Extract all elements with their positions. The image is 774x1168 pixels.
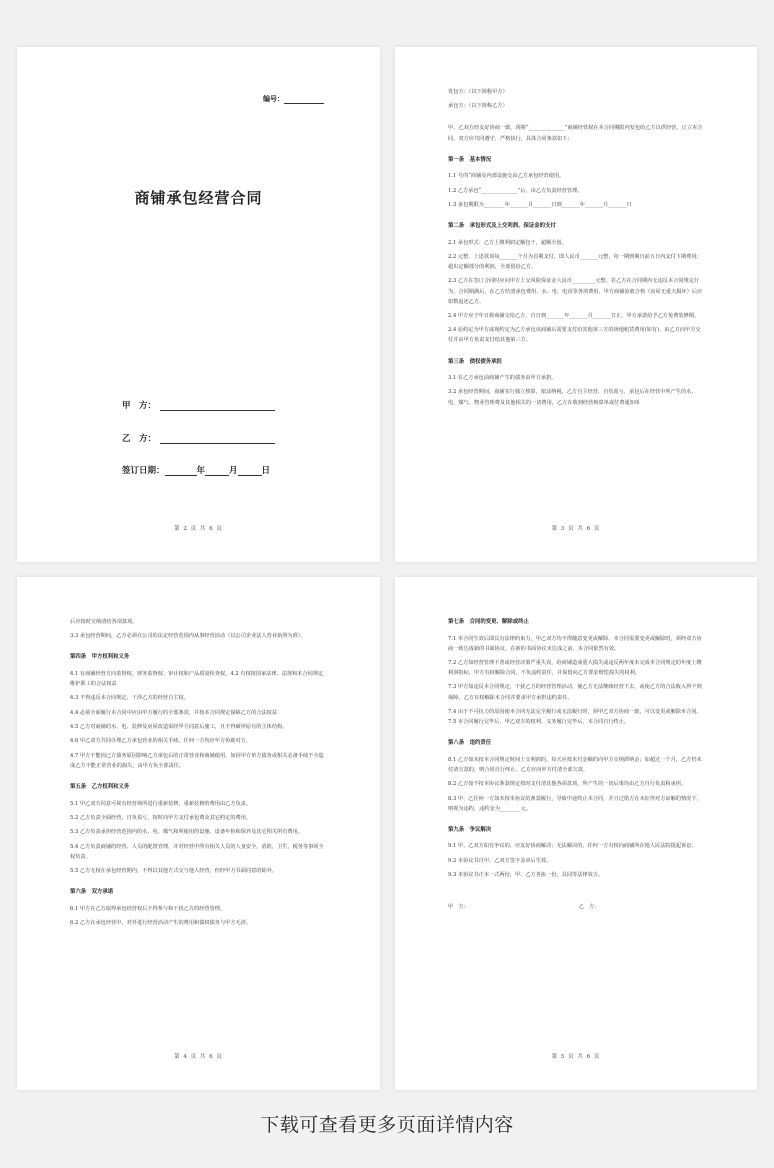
text-line: 承包方：（以下简称乙方） [448,103,508,110]
clause: 5.4 乙方负责商铺的经营、人员的配置管理，并对经营中所有相关人员的人身安全，消防，卫生，税务等事项全权负责。 [70,843,324,860]
section-heading: 第一条 基本情况 [448,156,492,163]
clause: 4.4 必须全面履行本合同中应由甲方履行的全部条款，并按本合同规定保障乙方的合法权益 [70,709,278,716]
clause: 2.4 原约定为甲方或现约定为乙方承包该商铺后需要支付给其他第三方的场地租赁费用(如有)，由乙方向甲方交付并由甲方负责支付给其他第三方。 [448,327,701,344]
page-content [448,617,705,912]
clause: 2.1 承包形式：乙方上缴利润定额包干，超额全留。 [448,239,567,246]
clause: 7.1 本合同生效后即具有法律约束力，甲乙双方均不得随意变更或解除。本合同需要变更或解除时，须经双方协商一致达成新的书面协议，在新的书面协议未达成之前，本合同依然有效。 [448,635,702,652]
section-heading: 第五条 乙方权利和义务 [70,784,130,791]
clause: 4.7 甲方不能因已方债务原因影响乙方承包后的正常营业和商铺使用，如因甲方单方债务或相关必备手续不全造成乙方不能正常营业的损失，由甲方负全部责任。 [70,752,324,769]
page-footer: 第 3 页 共 6 页 [551,526,601,532]
clause: 5.5 乙方无权在承包经营期内，不得以其他方式交与他人经营，但经甲方书面同意的除外。 [70,868,278,875]
sign-date-label: 签订日期： [122,466,165,476]
section-heading: 第七条 合同的变更、解除或终止 [448,619,529,625]
sign-date-field: 签订日期： 年 月 日 [122,466,271,476]
document-title: 商铺承包经营合同 [134,189,263,207]
section-heading: 第九条 争议解决 [448,826,492,833]
clause: 1.2 乙方承包“______________”后，由乙方负责经营管理。 [448,187,583,194]
clause: 8.2 乙方如不按本协议条款规定按时支付清其他各项款项，所产生的一切后果均由乙方自行负责和承担。 [448,781,687,788]
contract-page-2 [395,47,757,562]
clause: 5.2 乙方负责全面经营，自负盈亏，按时向甲方支付承包费及其它约定的费用。 [70,814,252,821]
clause: 3.2 承包经营期间，商铺实行独立核算，依法纳税，乙方自主经营，自负盈亏，承包后在经营中所产生的水、电、煤气、物业管理费及其他相关的一切费用，乙方在收到经营核算单或付费通知单 [448,389,697,406]
party-a-label: 甲 方： [122,401,157,411]
clause: 7.4 由于不可抗力的原因使本合同无法完全履行或无法履行时，须甲乙双方协商一致，可以变更或解除本合同。7.5 本合同履行完毕后，甲乙双方的权利、义务履行完毕后，本合同自行终止。 [448,708,702,726]
clause: 4.6 甲乙双方共同办理乙方承包营业的相关手续，任何一方均应年方协助对方。 [70,738,252,745]
cover-page [17,47,380,562]
clause: 5.1 甲乙双方同意可视有经营场所进行重新装修，重新装修的费用由乙方负责。 [70,800,252,807]
clause: 9.3 本协议书正本一式两份，甲、乙方各执一份，具同等法律效力。 [448,872,604,879]
text-line: 甲、乙双方经友好协商一致，现将“______________”商铺经营权在本合同期限内发包给乙方以供经营，订立本合同，双方应共同遵守，严格执行，具体合同条款如下： [448,125,703,142]
section-heading: 第四条 甲方权利和义务 [70,654,130,661]
text-line: 后应按时交纳清结各项款项。 [70,619,138,625]
clause: 1.1 号的“商铺及内部设施交由乙方承包经营使用。 [448,173,565,180]
page-footer: 第 5 页 共 6 页 [551,1054,601,1060]
sign-party-b: 乙 方： [578,904,600,911]
sign-party-a: 甲 方： [448,904,469,911]
clause: 9.1 甲、乙双方如有争议的，应友好协商解决；无法解决的，任何一方有权向商铺所在地人民法院提起诉讼。 [448,843,697,850]
clause: 3.1 在乙方承包前商铺产生的债务由甲方承担。 [448,375,557,382]
clause: 4.5 乙方对商铺的水、电、装修及房屋改造需经甲方同意后施工，且不得破坏原有的主体结构。 [70,724,288,731]
page-content [448,87,705,412]
section-heading: 第八条 违约责任 [448,740,492,747]
section-heading: 第二条 承包形式及上交利润、保证金的支付 [448,223,556,230]
clause: 5.3 乙方负责承担经营范围内的水、电、煤气和所使用的设施、设备年检和保养及其它相关所有费用。 [70,829,303,836]
contract-number [263,94,324,104]
page-content [70,617,328,932]
party-b-label: 乙 方： [122,434,157,444]
clause: 9.2 本协议书自甲、乙双方签字盖章后生效。 [448,857,552,864]
clause: 2.3 乙方在签订合同时应向甲方上交风险保证金人民币_________元整。若乙方在合同期内无违反本合同规定行为，合同期满后，在乙方结清承包费用、水、电、电讯等各项费用，甲方商铺验收合格（房屋无重大损坏）后应如数退还乙方。 [448,278,703,305]
page-footer: 第 2 页 共 6 页 [174,526,223,532]
signature-row [448,902,705,912]
party-a-blank [160,401,275,411]
section-heading: 第三条 债权债务承担 [448,358,502,365]
party-b-blank [160,434,275,444]
contract-page-4 [395,577,757,1090]
clause: 1.3 承包期限为________年_______月_______日到_______年_______月_______日 [448,201,632,208]
page-footer: 第 4 页 共 6 页 [174,1054,223,1060]
party-b-field [122,432,275,444]
clause: 6.2 乙方在承包经营中，对外进行经营活动产生的费用和债权债务与甲方无涉。 [70,920,252,927]
clause: 6.1 甲方在乙方取得承包经营权后不得参与和干扰乙方的经营管理。 [70,905,226,912]
clause: 4.1 有商铺经营方向监督权、财务监督权、审计权和产品质量检查权。4.2 有权按国家法律、法规和本合同规定维护职工的合法权益 [70,671,324,688]
contract-number-label: 编号： [263,94,284,103]
clause: 2.2 元整，上述款项每_______个月为首期支付，即人民币_______元整，每一期到期日前五日内支付下期费用；超出定额部分的利润，全部留给乙方。 [448,253,702,271]
party-a-field [122,399,275,411]
contract-number-blank [284,95,324,104]
text-line: 3.3 承包经营期间，乙方必须在公司的法定经营范围内从事经营活动（以公司企业法人营业执照为准）。 [70,633,306,640]
download-caption: 下载可查看更多页面详情内容 [260,1114,514,1136]
clause: 2.4 甲方应于年日将商铺交给乙方，自日到_______年_______月_______日止，甲方承诺给予乙方免费装修期。 [448,313,700,320]
clause: 7.3 甲方如违反本合同规定，干扰乙方的经营管理活动，使乙方无法继续经营下去，或使乙方的合法收入得不到保障，乙方有权解除本合同并要求甲方承担违约责任。 [448,684,702,701]
clause: 8.1 乙方如未按本合同规定时间上交利润的，每天应按未付金额的向甲方交纳滞纳金；如超过一个月，乙方仍未付清欠款的，则合同自行终止，乙方应向甲方付清全部欠款。 [448,756,702,773]
clause: 4.3 不得违反本合同规定，干涉乙方的经营自主权。 [70,695,189,702]
clause: 7.2 乙方如经营管理不善或经营决策严重失误，给商铺造成重大损失或违反两年度未完成本合同规定的年度上缴利润指标，甲方有权解除合同，不负违约责任，并保留向乙方要求赔偿损失的权利。 [448,660,702,677]
contract-page-3 [17,577,380,1090]
text-line: 发包方：（以下简称甲方） [448,89,508,95]
section-heading: 第六条 双方承诺 [70,889,114,896]
clause: 8.3 甲、乙任何一方如未按本协议的条款履行，导致中途终止本合同，并且过错方在未征得对方谅解的情况下，则视为违约，违约金为________元。 [448,795,702,812]
